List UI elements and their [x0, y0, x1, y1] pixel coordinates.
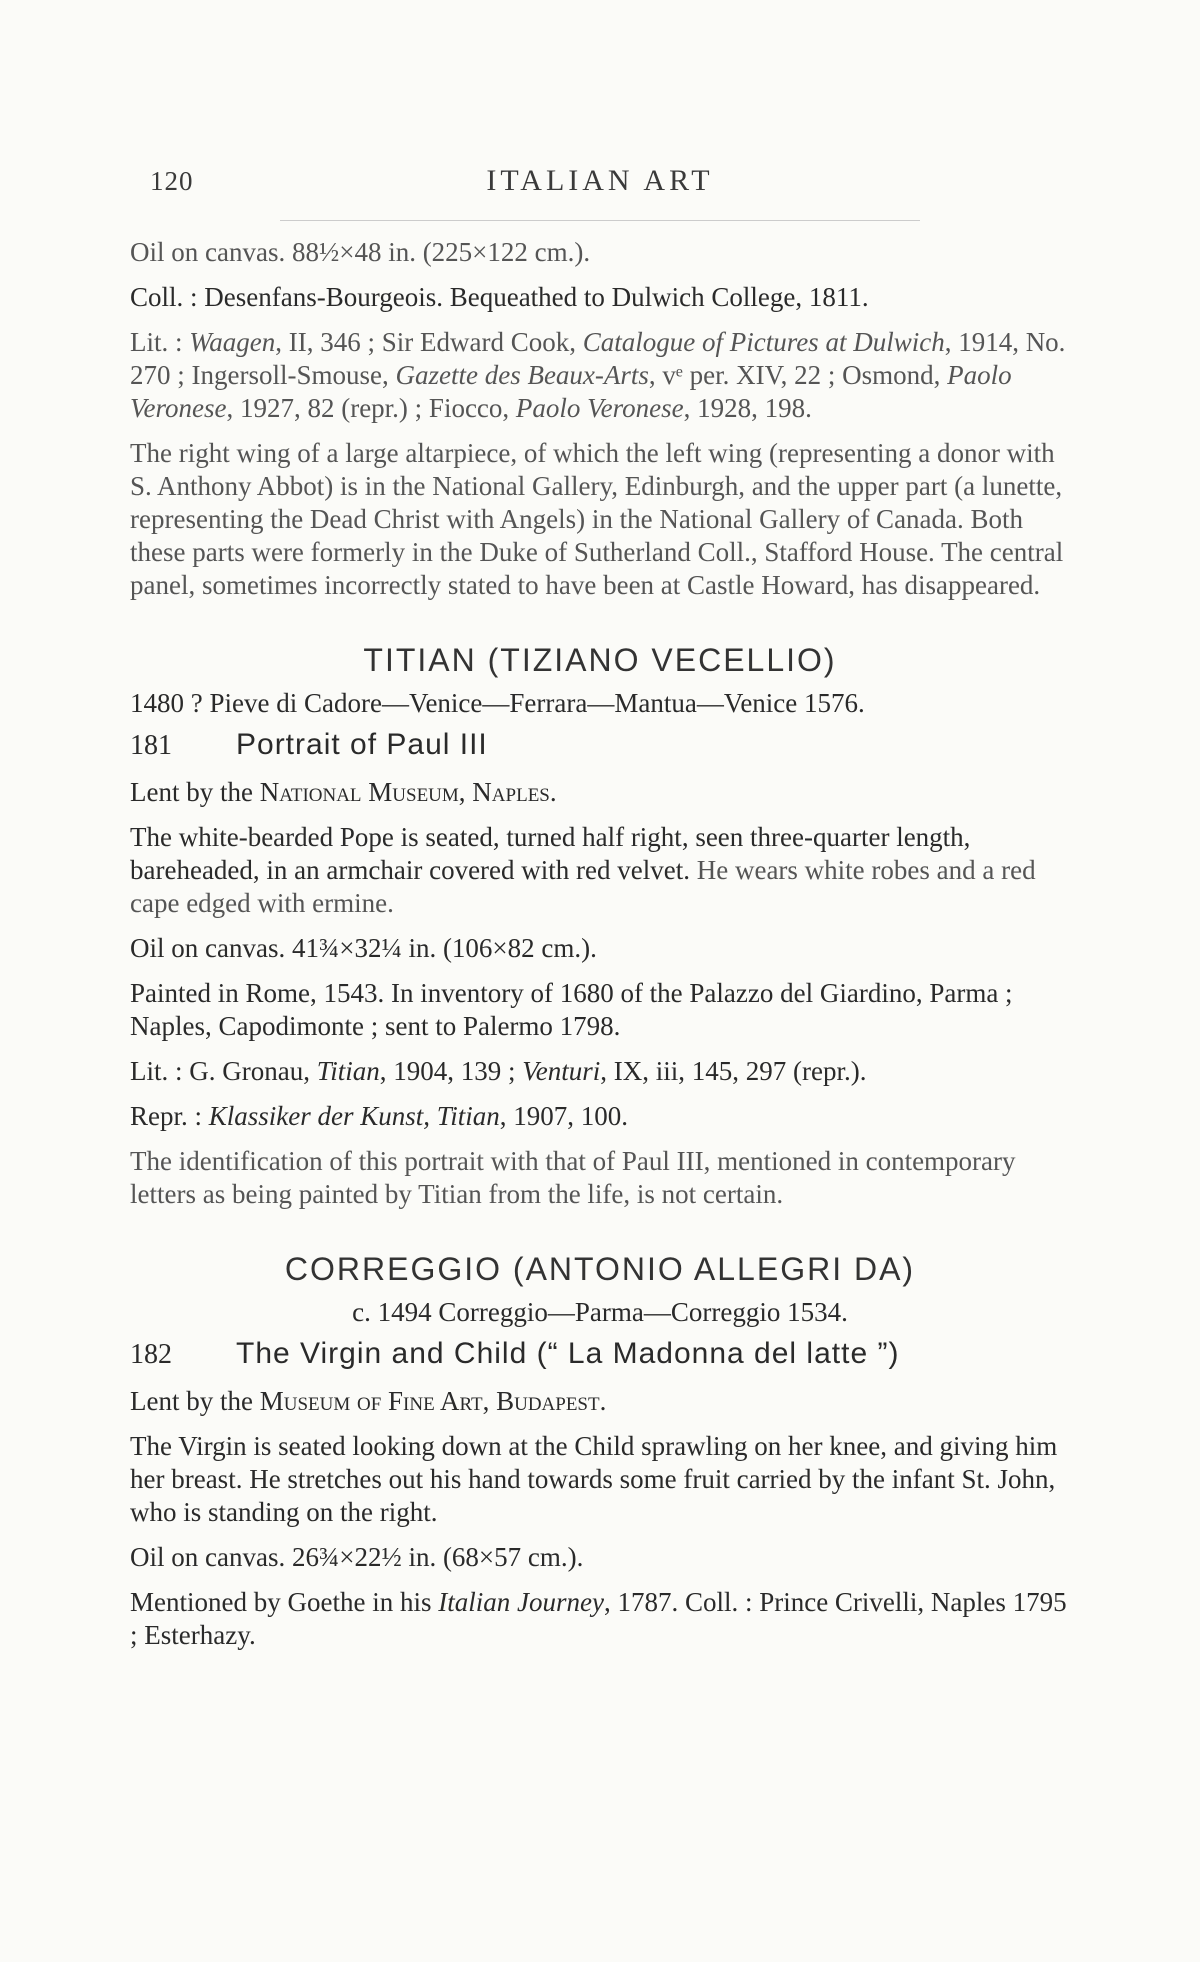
literature-line: Lit. : Waagen, II, 346 ; Sir Edward Cook, Catalogue of Pictures at Dulwich, 1914, No. 270 ; Ingersoll-Smouse, Gazette des Beaux-Arts, vᵉ per. XIV, 22 ; Osmond, Paolo Veronese, 1927, 82 (repr.) ; Fiocco, Paolo Veronese, 1928, 198. — [130, 327, 1066, 423]
artist-heading: TITIAN (TIZIANO VECELLIO) — [363, 642, 837, 678]
artist-dates: 1480 ? Pieve di Cadore—Venice—Ferrara—Mantua—Venice 1576. — [130, 688, 865, 718]
medium-line: Oil on canvas. 88½×48 in. (225×122 cm.). — [130, 237, 591, 267]
reproduction-line: Repr. : Klassiker der Kunst, Titian, 1907, 100. — [130, 1101, 629, 1131]
lender-line: Lent by the National Museum, Naples. — [130, 777, 557, 807]
page-content — [130, 236, 1070, 1664]
correggio-entry — [130, 1251, 1070, 1652]
medium-line: Oil on canvas. 41¾×32¼ in. (106×82 cm.). — [130, 933, 597, 963]
titian-entry — [130, 642, 1070, 1211]
provenance-line: Painted in Rome, 1543. In inventory of 1680 of the Palazzo del Giardino, Parma ; Naples, Capodimonte ; sent to Palermo 1798. — [130, 978, 1013, 1041]
catalogue-number: 181 — [130, 730, 172, 761]
description-paragraph: The white-bearded Pope is seated, turned half right, seen three-quarter length, bareheaded, in an armchair covered with red velvet. He wears white robes and a red cape edged with ermine. — [130, 822, 1036, 918]
artwork-title: Portrait of Paul III — [236, 728, 488, 761]
note-paragraph: The right wing of a large altarpiece, of which the left wing (representing a donor with S. Anthony Abbot) is in the National Gallery, Edinburgh, and the upper part (a lunette, representing the Dead Christ with Angels) in the National Gallery of Canada. Both these parts were formerly in the Duke of Sutherland Coll., Stafford House. The central panel, sometimes incorrectly stated to have been at Castle Howard, has disappeared. — [130, 438, 1064, 600]
veronese-entry-continued — [130, 236, 1070, 602]
literature-line: Lit. : G. Gronau, Titian, 1904, 139 ; Venturi, IX, iii, 145, 297 (repr.). — [130, 1056, 867, 1086]
description-paragraph: The Virgin is seated looking down at the Child sprawling on her knee, and giving him her breast. He stretches out his hand towards some fruit carried by the infant St. John, who is standing on the right. — [130, 1431, 1058, 1527]
header-rule — [280, 220, 920, 221]
artwork-title: The Virgin and Child (“ La Madonna del latte ”) — [236, 1337, 900, 1370]
page-number: 120 — [150, 166, 194, 196]
medium-line: Oil on canvas. 26¾×22½ in. (68×57 cm.). — [130, 1542, 584, 1572]
running-title: ITALIAN ART — [486, 164, 714, 197]
artist-dates: c. 1494 Correggio—Parma—Correggio 1534. — [352, 1297, 848, 1327]
lender-line: Lent by the Museum of Fine Art, Budapest. — [130, 1386, 607, 1416]
page-header — [150, 160, 1050, 200]
entry-title — [130, 1337, 1070, 1371]
artist-heading: CORREGGIO (ANTONIO ALLEGRI DA) — [284, 1251, 916, 1287]
collection-line: Coll. : Desenfans-Bourgeois. Bequeathed to Dulwich College, 1811. — [130, 282, 869, 312]
entry-title — [130, 728, 1070, 762]
catalogue-number: 182 — [130, 1339, 172, 1370]
note-paragraph: The identification of this portrait with that of Paul III, mentioned in contemporary letters as being painted by Titian from the life, is not certain. — [130, 1146, 1016, 1209]
mention-line: Mentioned by Goethe in his Italian Journey, 1787. Coll. : Prince Crivelli, Naples 1795 ; Esterhazy. — [130, 1587, 1067, 1650]
